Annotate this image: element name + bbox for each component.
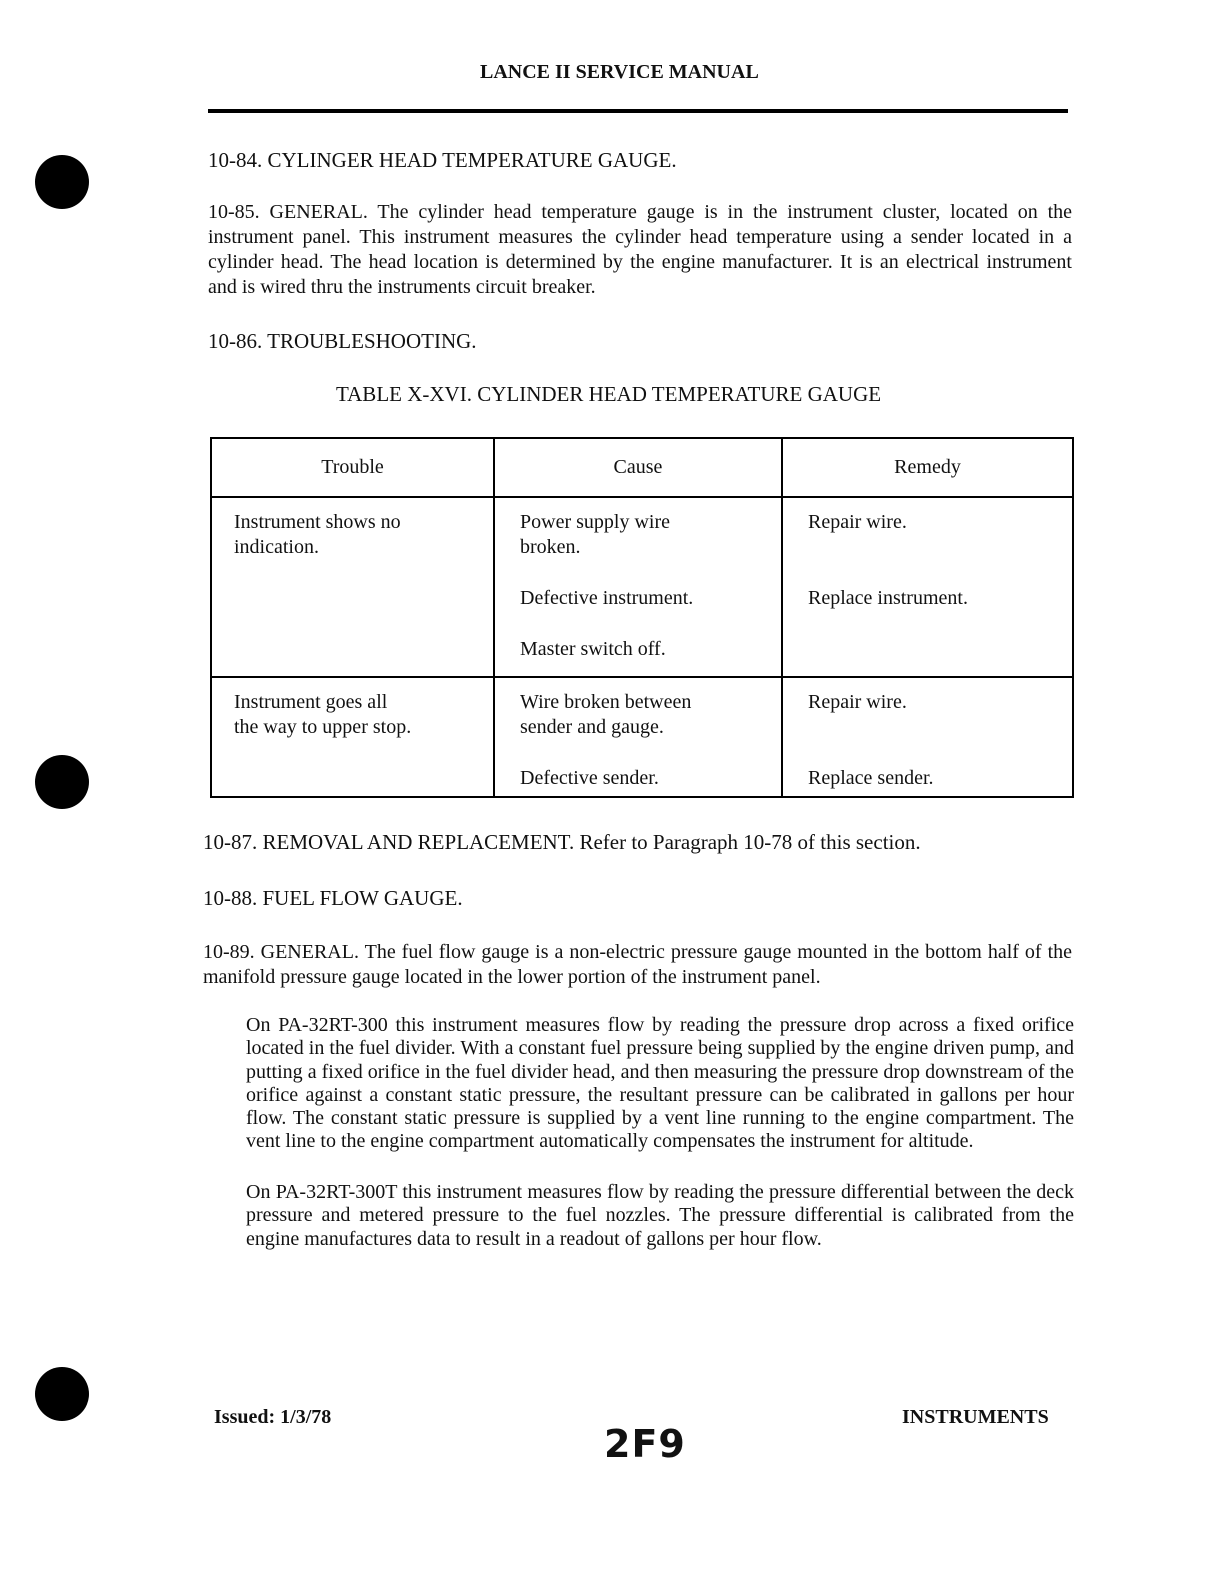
trouble-cell bbox=[211, 497, 494, 677]
binder-hole-middle bbox=[35, 755, 89, 809]
trouble-cell bbox=[211, 677, 494, 797]
cause-text: sender and gauge. bbox=[520, 716, 664, 738]
trouble-text: indication. bbox=[234, 536, 319, 558]
fiche-number: 2F9 bbox=[604, 1422, 686, 1466]
section-10-84-heading: 10-84. CYLINGER HEAD TEMPERATURE GAUGE. bbox=[208, 148, 677, 172]
header-cause: Cause bbox=[494, 438, 782, 497]
remedy-text: Replace instrument. bbox=[808, 587, 968, 609]
trouble-text: the way to upper stop. bbox=[234, 716, 412, 738]
cause-text: Master switch off. bbox=[520, 638, 666, 660]
section-10-89-paragraph-2: On PA-32RT-300 this instrument measures flow by reading the pressure drop across a fixed orifice located in the fuel divider. With a constant fuel pressure being supplied by the engine driven pump, and putting a fixed orifice in the fuel divider head, and then measuring the pressure drop downstream of the orifice against a constant static pressure, the resultant pressure can be calibrated in gallons per hour flow. The constant static pressure is supplied by a vent line running to the engine compartment. The vent line to the engine compartment automatically compensates the instrument for altitude. bbox=[246, 1014, 1074, 1153]
remedy-text: Repair wire. bbox=[808, 511, 907, 533]
section-10-89-paragraph-3: On PA-32RT-300T this instrument measures flow by reading the pressure differential between the deck pressure and metered pressure to the fuel nozzles. The pressure differential is calibrated from the engine manufactures data to result in a readout of gallons per hour flow. bbox=[246, 1181, 1074, 1250]
section-10-88-heading: 10-88. FUEL FLOW GAUGE. bbox=[203, 886, 463, 910]
cause-text: Power supply wire bbox=[520, 511, 670, 533]
cause-text: Wire broken between bbox=[520, 691, 692, 713]
header-trouble: Trouble bbox=[211, 438, 494, 497]
section-10-85-paragraph: 10-85. GENERAL. The cylinder head temperature gauge is in the instrument cluster, located on the instrument panel. This instrument measures the cylinder head temperature using a sender located in a cylinder head. The head location is determined by the engine manufacturer. It is an electrical instrument and is wired thru the instruments circuit breaker. bbox=[208, 201, 1072, 298]
remedy-text: Repair wire. bbox=[808, 691, 907, 713]
remedy-cell bbox=[782, 497, 1073, 677]
running-head: LANCE II SERVICE MANUAL bbox=[480, 61, 759, 83]
trouble-text: Instrument goes all bbox=[234, 691, 388, 713]
cause-text: Defective sender. bbox=[520, 767, 659, 789]
remedy-cell bbox=[782, 677, 1073, 797]
section-10-89-paragraph: 10-89. GENERAL. The fuel flow gauge is a non-electric pressure gauge mounted in the bottom half of the manifold pressure gauge located in the lower portion of the instrument panel. bbox=[203, 941, 1072, 988]
binder-hole-bottom bbox=[35, 1367, 89, 1421]
table-header-row bbox=[211, 438, 1073, 497]
table-title: TABLE X-XVI. CYLINDER HEAD TEMPERATURE GAUGE bbox=[336, 382, 882, 406]
cause-cell bbox=[494, 677, 782, 797]
section-10-87-heading: 10-87. REMOVAL AND REPLACEMENT. Refer to Paragraph 10-78 of this section. bbox=[203, 830, 921, 854]
header-rule bbox=[208, 109, 1068, 113]
header-remedy: Remedy bbox=[782, 438, 1073, 497]
remedy-text: Replace sender. bbox=[808, 767, 934, 789]
cause-text: broken. bbox=[520, 536, 581, 558]
cause-cell bbox=[494, 497, 782, 677]
binder-hole-top bbox=[35, 155, 89, 209]
issued-date: Issued: 1/3/78 bbox=[214, 1406, 332, 1428]
section-name: INSTRUMENTS bbox=[902, 1406, 1049, 1428]
table-row bbox=[211, 677, 1073, 797]
troubleshooting-table bbox=[210, 437, 1074, 798]
cause-text: Defective instrument. bbox=[520, 587, 694, 609]
trouble-text: Instrument shows no bbox=[234, 511, 401, 533]
table-row bbox=[211, 497, 1073, 677]
section-10-86-heading: 10-86. TROUBLESHOOTING. bbox=[208, 329, 477, 353]
